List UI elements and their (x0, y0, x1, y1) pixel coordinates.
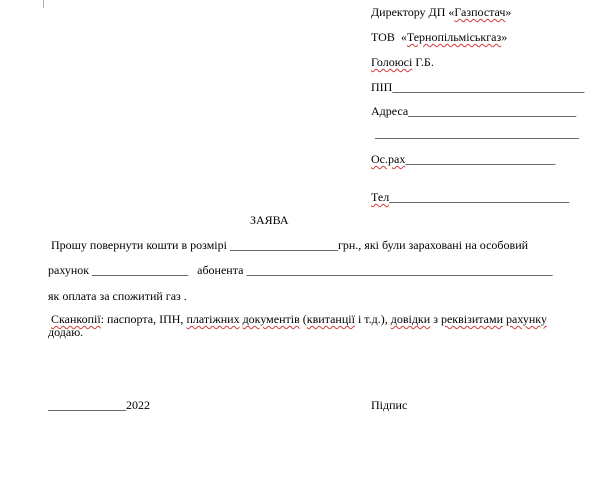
phone-label: Тел (371, 190, 390, 204)
head-surname: Голоюсі (371, 55, 413, 69)
body-line-3: як оплата за спожитий газ . (48, 289, 187, 303)
phone-blank: ______________________________ (389, 190, 570, 204)
field-account (371, 152, 555, 166)
date-field (48, 398, 150, 412)
account-label: Ос.рах (371, 152, 406, 166)
document-title: ЗАЯВА (250, 213, 289, 227)
field-pib (371, 80, 584, 94)
pib-blank: ________________________________ (392, 80, 585, 94)
date-blank: _____________ (48, 398, 126, 412)
account-blank: _________________________ (405, 152, 556, 166)
date-year: 2022 (126, 398, 150, 412)
body-line-1: Прошу повернути кошти в розмірі __________________грн., які були зараховані на особовий (48, 238, 529, 252)
pib-label: ПІП (371, 80, 393, 94)
addressee-company: ТОВ «Тернопільміськгаз» (371, 30, 508, 44)
body-line-4: Сканкопії: паспорта, ІПН, платіжних документів (квитанції і т.д.), довідки з реквізитами рахунку (51, 312, 547, 326)
body-line-2: рахунок ________________ абонента ___________________________________________________ (48, 263, 553, 277)
address-blank-line-2: __________________________________ (375, 126, 579, 140)
director-company-name: Газпостач (454, 5, 506, 19)
page-margin-marker (43, 0, 44, 8)
address-label: Адреса (371, 104, 409, 118)
field-address (371, 104, 576, 118)
company-name: Тернопільміськгаз (406, 30, 502, 44)
address-blank: ____________________________ (408, 104, 577, 118)
signature-label: Підпис (371, 398, 408, 412)
addressee-head: Голоюсі Г.Б. (371, 55, 434, 69)
field-phone (371, 190, 569, 204)
addressee-director: Директору ДП «Газпостач» (371, 5, 512, 19)
body-line-5: додаю. (48, 325, 84, 339)
